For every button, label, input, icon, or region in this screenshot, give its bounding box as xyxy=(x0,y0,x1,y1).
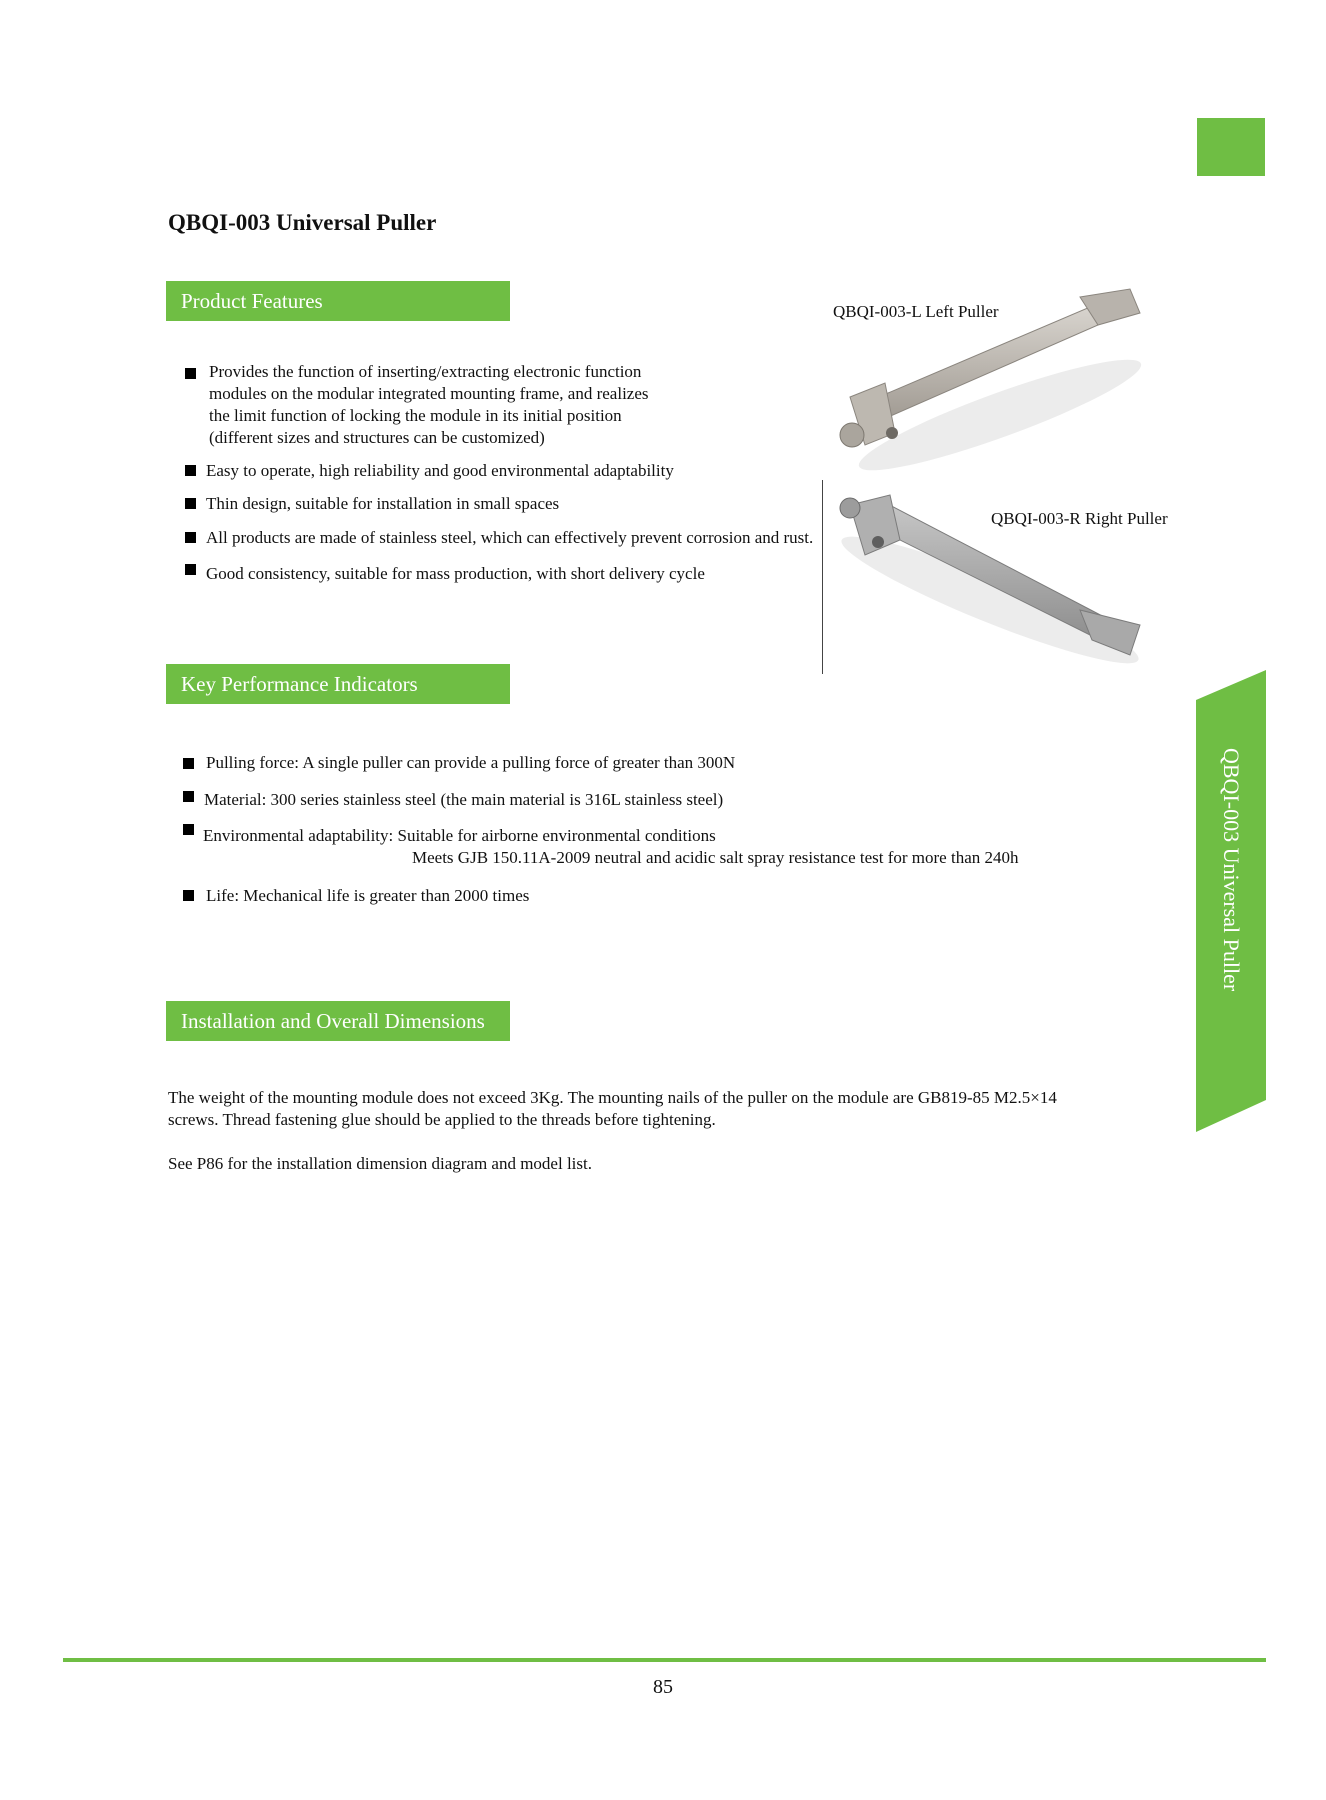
feature-item-1-line-4: (different sizes and structures can be customized) xyxy=(209,428,545,447)
feature-item-4: All products are made of stainless steel, which can effectively prevent corrosion and rust. xyxy=(206,528,814,547)
installation-paragraph-2: See P86 for the installation dimension diagram and model list. xyxy=(168,1154,592,1173)
kpi-item-3-line-2: Meets GJB 150.11A-2009 neutral and acidic salt spray resistance test for more than 240h xyxy=(412,848,1019,867)
bullet-icon xyxy=(185,498,196,509)
bullet-icon xyxy=(185,368,196,379)
feature-item-1-line-3: the limit function of locking the module in its initial position xyxy=(209,406,622,425)
bullet-icon xyxy=(183,824,194,835)
feature-item-5: Good consistency, suitable for mass production, with short delivery cycle xyxy=(206,564,705,583)
bullet-icon xyxy=(185,564,196,575)
kpi-item-1: Pulling force: A single puller can provide a pulling force of greater than 300N xyxy=(206,753,736,772)
corner-accent-tab xyxy=(1197,118,1265,176)
feature-item-2: Easy to operate, high reliability and good environmental adaptability xyxy=(206,461,674,480)
kpi-item-3-line-1: Environmental adaptability: Suitable for airborne environmental conditions xyxy=(203,826,716,845)
feature-item-1 xyxy=(209,361,649,449)
bullet-icon xyxy=(185,532,196,543)
kpi-item-4: Life: Mechanical life is greater than 2000 times xyxy=(206,886,530,905)
installation-paragraph-1 xyxy=(168,1087,1057,1131)
feature-item-3: Thin design, suitable for installation in small spaces xyxy=(206,494,560,513)
left-puller-image xyxy=(830,285,1160,480)
feature-item-1-line-1: Provides the function of inserting/extracting electronic function xyxy=(209,362,642,381)
section-heading-product-features: Product Features xyxy=(166,281,510,321)
right-puller-label: QBQI-003-R Right Puller xyxy=(991,509,1168,528)
installation-paragraph-1-line-1: The weight of the mounting module does not exceed 3Kg. The mounting nails of the puller on the module are GB819-85 M2.5×14 xyxy=(168,1088,1057,1107)
installation-paragraph-1-line-2: screws. Thread fastening glue should be applied to the threads before tightening. xyxy=(168,1110,716,1129)
section-heading-key-performance: Key Performance Indicators xyxy=(166,664,510,704)
bullet-icon xyxy=(183,791,194,802)
kpi-item-2: Material: 300 series stainless steel (the main material is 316L stainless steel) xyxy=(204,790,724,809)
bullet-icon xyxy=(183,890,194,901)
bullet-icon xyxy=(185,465,196,476)
bullet-icon xyxy=(183,758,194,769)
page-title: QBQI-003 Universal Puller xyxy=(168,210,437,235)
section-heading-installation: Installation and Overall Dimensions xyxy=(166,1001,510,1041)
side-tab-label: QBQI-003 Universal Puller xyxy=(1219,748,1244,992)
page-number: 85 xyxy=(653,1676,673,1698)
feature-item-1-line-2: modules on the modular integrated mounting frame, and realizes xyxy=(209,384,649,403)
footer-divider xyxy=(63,1658,1266,1662)
left-puller-label: QBQI-003-L Left Puller xyxy=(833,302,999,321)
image-divider xyxy=(822,480,823,674)
